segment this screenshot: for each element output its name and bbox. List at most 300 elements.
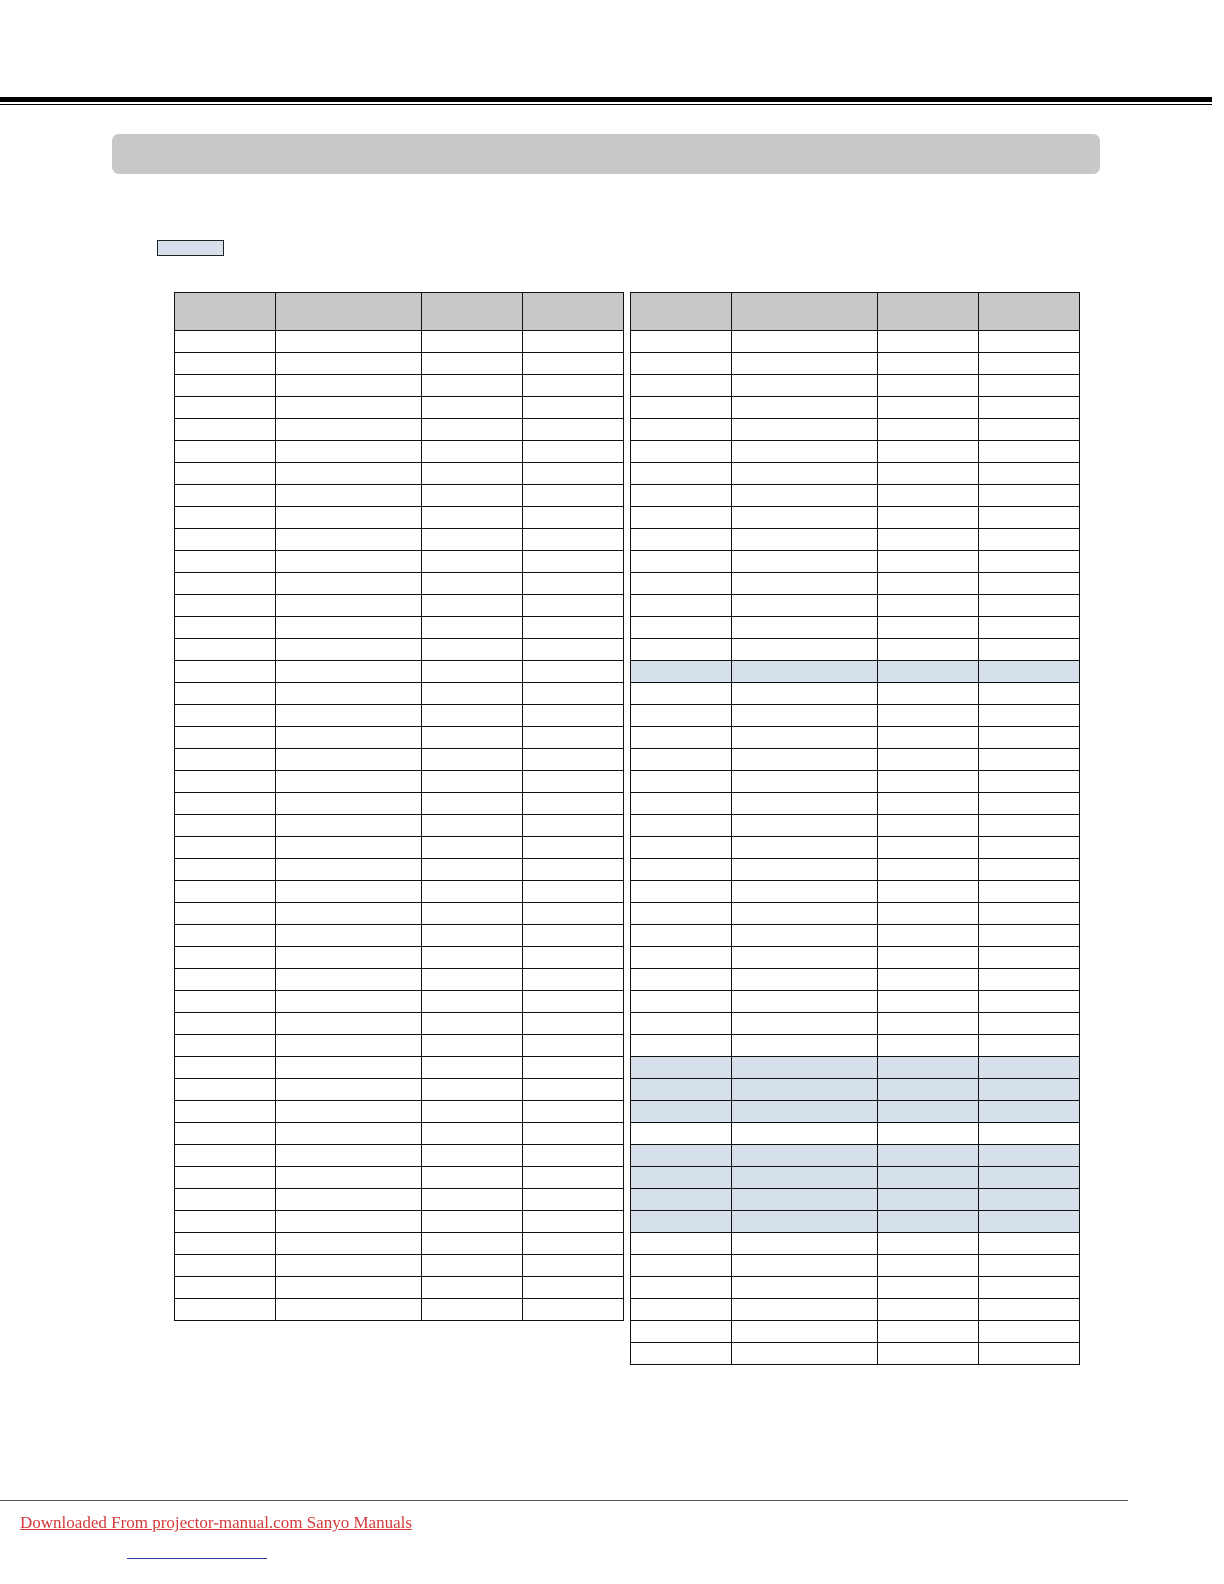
table-cell [523,705,624,727]
table-cell [175,1013,276,1035]
table-cell [276,749,422,771]
table-cell [276,1167,422,1189]
table-cell [979,397,1080,419]
table-row [175,793,624,815]
table-cell [523,859,624,881]
table-cell [422,1013,523,1035]
table-cell [631,1035,732,1057]
table-row [631,859,1080,881]
table-row [175,1233,624,1255]
table-cell [631,815,732,837]
table-cell [732,1123,878,1145]
table-cell [878,529,979,551]
table-cell [523,1277,624,1299]
table-cell [631,903,732,925]
table-cell [276,441,422,463]
table-row [631,1233,1080,1255]
table-cell [523,507,624,529]
table-cell [732,969,878,991]
table-cell [631,551,732,573]
table-cell [878,551,979,573]
header-cell [523,293,624,331]
table-cell [276,1255,422,1277]
table-cell [523,1035,624,1057]
table-cell [732,375,878,397]
table-cell [631,1321,732,1343]
table-cell [276,331,422,353]
table-cell [979,1255,1080,1277]
table-cell [732,1013,878,1035]
table-cell [979,1145,1080,1167]
table-cell [175,441,276,463]
table-row [175,947,624,969]
table-cell [631,925,732,947]
table-cell [732,639,878,661]
table-cell [276,1189,422,1211]
table-cell [732,815,878,837]
table-cell [631,991,732,1013]
table-cell [523,1233,624,1255]
table-cell [979,815,1080,837]
table-cell [523,881,624,903]
table-cell [175,1277,276,1299]
table-row [175,419,624,441]
table-cell [631,1145,732,1167]
table-row [175,991,624,1013]
table-cell [276,859,422,881]
table-cell [422,1233,523,1255]
table-cell [979,947,1080,969]
table-cell [276,1057,422,1079]
table-cell [276,551,422,573]
table-cell [732,837,878,859]
table-cell [979,1233,1080,1255]
table-cell [523,661,624,683]
table-cell [276,573,422,595]
table-cell [878,683,979,705]
table-cell [175,507,276,529]
table-cell [175,485,276,507]
table-cell [979,727,1080,749]
table-cell [175,815,276,837]
table-cell [631,507,732,529]
table-cell [523,1123,624,1145]
table-cell [732,1101,878,1123]
table-cell [523,1145,624,1167]
table-row [175,1211,624,1233]
table-cell [878,881,979,903]
table-cell [878,991,979,1013]
table-row [175,1035,624,1057]
table-cell [523,1079,624,1101]
table-cell [523,683,624,705]
table-cell [422,639,523,661]
table-cell [979,1079,1080,1101]
table-row [631,507,1080,529]
table-cell [523,1057,624,1079]
table-row [631,1101,1080,1123]
table-row [631,1145,1080,1167]
table-cell [422,837,523,859]
table-cell [979,793,1080,815]
table-cell [276,1079,422,1101]
table-cell [523,1189,624,1211]
table-cell [276,771,422,793]
table-cell [979,375,1080,397]
table-cell [732,705,878,727]
table-cell [175,595,276,617]
table-cell [175,1189,276,1211]
table-row [631,925,1080,947]
table-cell [422,705,523,727]
table-cell [276,375,422,397]
table-cell [422,1035,523,1057]
table-cell [175,969,276,991]
table-cell [422,1123,523,1145]
table-cell [276,419,422,441]
table-cell [422,881,523,903]
table-row [175,485,624,507]
table-cell [979,881,1080,903]
table-cell [422,551,523,573]
table-cell [732,1321,878,1343]
table-cell [631,837,732,859]
table-row [631,419,1080,441]
table-cell [631,617,732,639]
table-row [175,705,624,727]
table-cell [175,551,276,573]
table-cell [175,1255,276,1277]
header-cell [631,293,732,331]
table-cell [175,837,276,859]
table-header-row [175,293,624,331]
table-cell [979,661,1080,683]
table-cell [979,903,1080,925]
table-cell [878,1321,979,1343]
table-row [175,1277,624,1299]
table-row [631,397,1080,419]
table-cell [631,1211,732,1233]
table-cell [631,353,732,375]
table-cell [979,683,1080,705]
table-row [631,683,1080,705]
table-row [175,1079,624,1101]
table-cell [175,925,276,947]
table-row [175,683,624,705]
table-cell [732,1233,878,1255]
table-cell [878,573,979,595]
table-cell [523,1013,624,1035]
table-row [631,749,1080,771]
table-row [175,441,624,463]
table-row [175,1189,624,1211]
table-cell [276,991,422,1013]
table-row [631,1035,1080,1057]
table-row [175,903,624,925]
table-cell [732,397,878,419]
table-cell [175,419,276,441]
table-cell [878,771,979,793]
table-cell [631,859,732,881]
table-cell [276,727,422,749]
table-cell [631,683,732,705]
table-cell [878,639,979,661]
table-row [175,375,624,397]
table-cell [979,485,1080,507]
table-cell [523,463,624,485]
table-cell [878,1057,979,1079]
table-cell [422,419,523,441]
table-cell [732,419,878,441]
table-cell [878,815,979,837]
source-link[interactable]: Downloaded From projector-manual.com Sanyo Manuals [20,1513,412,1532]
table-cell [631,661,732,683]
table-cell [276,1233,422,1255]
table-cell [732,573,878,595]
table-cell [523,397,624,419]
table-cell [523,485,624,507]
table-cell [631,749,732,771]
table-cell [276,507,422,529]
table-cell [523,771,624,793]
table-cell [878,1123,979,1145]
table-cell [732,793,878,815]
table-cell [878,463,979,485]
table-row [175,727,624,749]
table-cell [979,441,1080,463]
table-row [631,463,1080,485]
table-row [175,463,624,485]
table-cell [523,925,624,947]
table-cell [422,1101,523,1123]
table-cell [175,1123,276,1145]
table-cell [732,331,878,353]
table-cell [878,1145,979,1167]
table-row [631,969,1080,991]
table-cell [175,859,276,881]
table-cell [631,1299,732,1321]
table-cell [979,837,1080,859]
table-cell [523,441,624,463]
table-cell [631,331,732,353]
table-cell [979,925,1080,947]
table-cell [276,1145,422,1167]
table-row [631,727,1080,749]
table-cell [732,551,878,573]
table-cell [878,353,979,375]
table-cell [276,1277,422,1299]
table-cell [422,1255,523,1277]
table-cell [276,1035,422,1057]
table-cell [732,353,878,375]
table-cell [422,1057,523,1079]
table-cell [732,859,878,881]
table-cell [523,617,624,639]
compatibility-table-left [174,292,624,1321]
table-cell [422,375,523,397]
table-cell [878,397,979,419]
table-cell [979,331,1080,353]
table-row [631,639,1080,661]
table-row [175,397,624,419]
table-cell [523,947,624,969]
table-cell [631,1277,732,1299]
table-cell [523,331,624,353]
table-cell [878,1211,979,1233]
table-cell [732,903,878,925]
table-cell [878,859,979,881]
table-cell [631,705,732,727]
table-row [175,595,624,617]
table-cell [276,485,422,507]
table-cell [878,1079,979,1101]
header-cell [175,293,276,331]
table-cell [878,705,979,727]
table-row [631,1211,1080,1233]
table-row [631,1255,1080,1277]
table-cell [732,1167,878,1189]
table-cell [631,639,732,661]
table-cell [276,639,422,661]
table-cell [175,1299,276,1321]
table-cell [422,1167,523,1189]
table-row [175,1101,624,1123]
table-cell [276,1101,422,1123]
table-cell [175,639,276,661]
table-cell [175,881,276,903]
table-row [175,1123,624,1145]
table-cell [175,683,276,705]
table-cell [979,1211,1080,1233]
table-cell [732,749,878,771]
table-cell [523,1211,624,1233]
table-cell [732,683,878,705]
table-cell [175,661,276,683]
table-cell [979,1343,1080,1365]
table-cell [979,353,1080,375]
table-cell [276,705,422,727]
table-cell [422,463,523,485]
table-row [175,551,624,573]
header-rule-thick [0,97,1212,102]
table-cell [631,1189,732,1211]
page-link-underline [127,1558,267,1559]
table-cell [631,419,732,441]
table-cell [523,793,624,815]
table-cell [631,1233,732,1255]
table-cell [979,1035,1080,1057]
table-row [175,969,624,991]
table-cell [878,1299,979,1321]
table-cell [878,1277,979,1299]
table-row [175,1057,624,1079]
table-cell [878,749,979,771]
table-cell [175,771,276,793]
table-cell [631,727,732,749]
table-row [631,1321,1080,1343]
table-cell [732,463,878,485]
table-cell [422,507,523,529]
table-cell [422,331,523,353]
table-cell [422,969,523,991]
table-row [631,793,1080,815]
table-cell [422,991,523,1013]
compatibility-table-right [630,292,1080,1365]
table-cell [878,947,979,969]
table-cell [422,683,523,705]
table-cell [422,925,523,947]
table-cell [878,1189,979,1211]
table-row [175,661,624,683]
table-cell [175,331,276,353]
table-cell [878,441,979,463]
table-cell [276,595,422,617]
table-row [631,991,1080,1013]
table-row [631,331,1080,353]
table-cell [979,639,1080,661]
table-cell [732,441,878,463]
table-cell [276,1013,422,1035]
table-cell [523,529,624,551]
table-cell [732,771,878,793]
table-cell [732,1211,878,1233]
table-cell [878,661,979,683]
table-cell [523,1255,624,1277]
table-cell [979,419,1080,441]
table-cell [979,1013,1080,1035]
table-cell [422,1079,523,1101]
table-row [175,639,624,661]
table-row [175,925,624,947]
table-cell [979,573,1080,595]
table-cell [631,1167,732,1189]
table-cell [175,991,276,1013]
table-cell [422,529,523,551]
table-cell [979,749,1080,771]
table-cell [523,353,624,375]
table-row [175,1167,624,1189]
table-row [175,529,624,551]
table-cell [523,639,624,661]
table-cell [631,793,732,815]
table-cell [732,1057,878,1079]
table-cell [422,595,523,617]
table-cell [276,1211,422,1233]
table-row [175,837,624,859]
table-cell [979,463,1080,485]
table-cell [631,881,732,903]
table-cell [175,947,276,969]
table-cell [979,969,1080,991]
table-cell [175,903,276,925]
table-cell [631,1013,732,1035]
table-cell [631,485,732,507]
table-cell [631,441,732,463]
table-cell [276,353,422,375]
table-row [175,815,624,837]
table-cell [979,1189,1080,1211]
table-cell [631,397,732,419]
table-cell [878,1013,979,1035]
table-cell [878,485,979,507]
table-row [631,837,1080,859]
table-cell [175,1057,276,1079]
table-cell [523,815,624,837]
table-cell [631,1123,732,1145]
table-cell [523,595,624,617]
table-row [631,1277,1080,1299]
table-cell [979,1101,1080,1123]
